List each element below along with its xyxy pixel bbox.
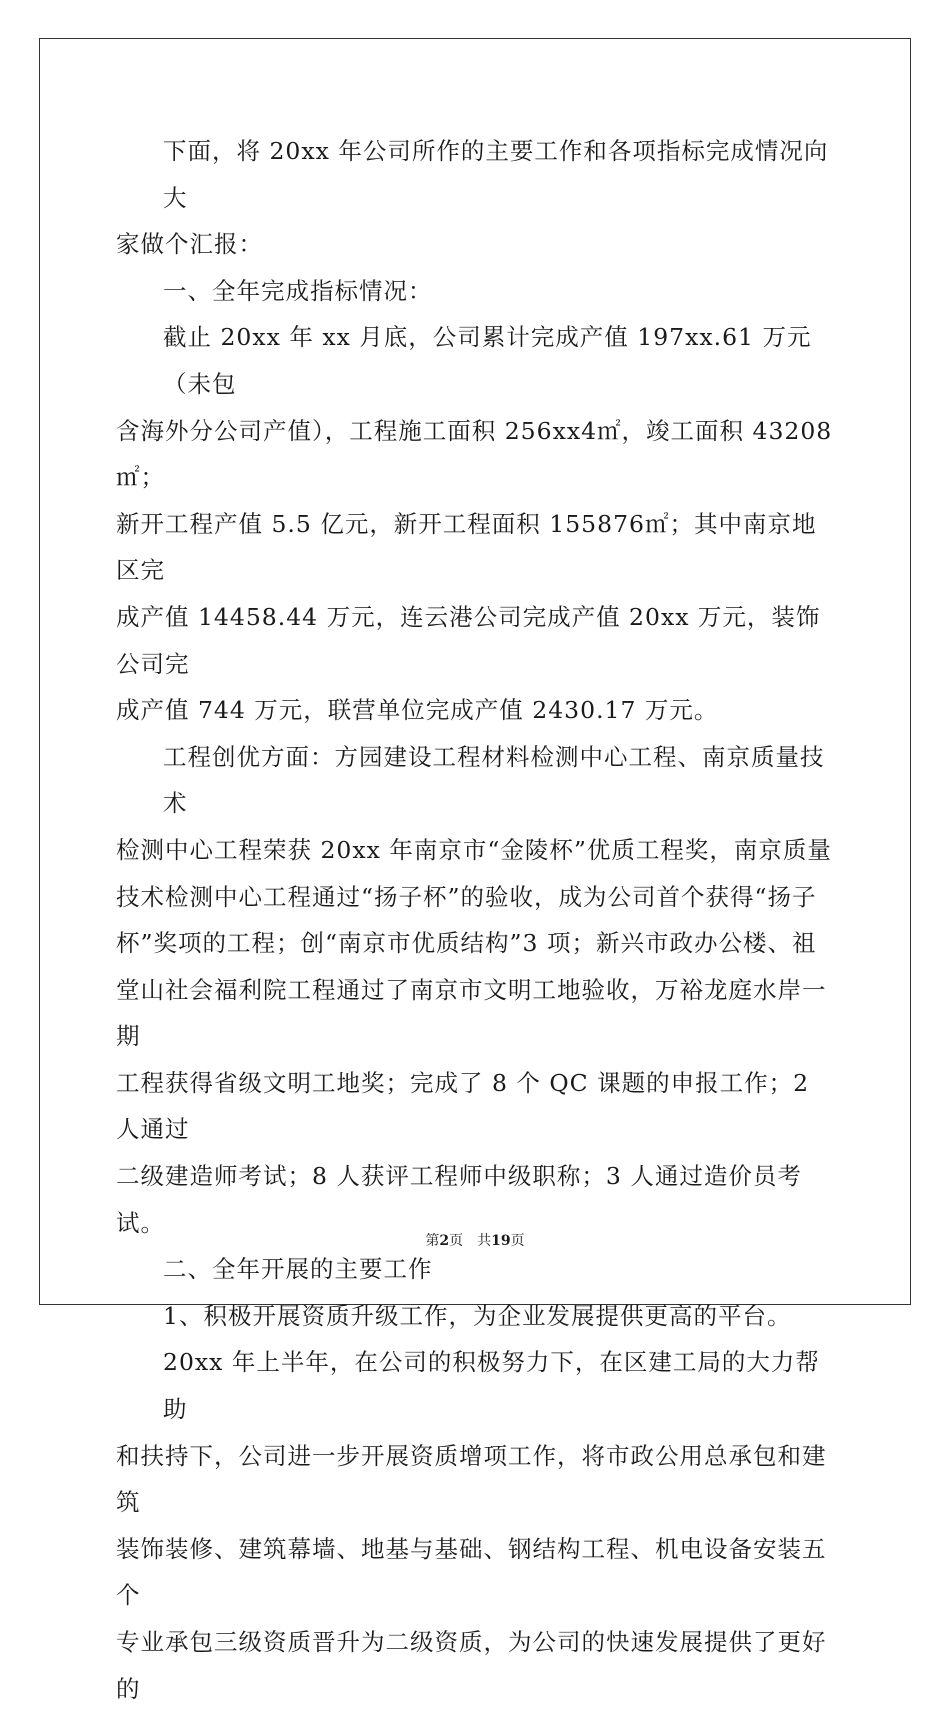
text-line: 堂山社会福利院工程通过了南京市文明工地验收，万裕龙庭水岸一期: [116, 975, 827, 1051]
text-line: 杯”奖项的工程；创“南京市优质结构”3 项；新兴市政办公楼、祖: [116, 929, 817, 958]
page-label-prefix: 第: [425, 1233, 440, 1249]
text-line: 技术检测中心工程通过“扬子杯”的验收，成为公司首个获得“扬子: [116, 882, 817, 911]
text-line: 和扶持下，公司进一步开展资质增项工作，将市政公用总承包和建筑: [116, 1441, 827, 1517]
page-label-mid: 页 共: [449, 1233, 492, 1249]
text-line: 家做个汇报：: [116, 230, 263, 259]
text-line: 工程获得省级文明工地奖；完成了 8 个 QC 课题的申报工作；2 人通过: [116, 1068, 810, 1144]
text-line: 装饰装修、建筑幕墙、地基与基础、钢结构工程、机电设备安装五个: [116, 1534, 827, 1610]
text-line: 20xx 年上半年，在公司的积极努力下，在区建工局的大力帮助: [163, 1348, 820, 1424]
page-number-footer: [0, 1230, 950, 1250]
text-line: 含海外分公司产值），工程施工面积 256xx4㎡，竣工面积 43208㎡；: [116, 416, 833, 492]
text-line: 工程创优方面：方园建设工程材料检测中心工程、南京质量技术: [163, 742, 825, 818]
text-line: 成产值 744 万元，联营单位完成产值 2430.17 万元。: [116, 696, 719, 725]
current-page-number: 2: [439, 1233, 450, 1249]
text-line: 成产值 14458.44 万元，连云港公司完成产值 20xx 万元，装饰公司完: [116, 602, 821, 678]
text-line: 新开工程产值 5.5 亿元，新开工程面积 155876㎡；其中南京地区完: [116, 509, 817, 585]
text-line: 截止 20xx 年 xx 月底，公司累计完成产值 197xx.61 万元（未包: [163, 323, 812, 398]
subsection-heading: 1、积极开展资质升级工作，为企业发展提供更高的平台。: [163, 1301, 792, 1330]
text-line: 检测中心工程荣获 20xx 年南京市“金陵杯”优质工程奖，南京质量: [116, 835, 832, 864]
text-line: 下面，将 20xx 年公司所作的主要工作和各项指标完成情况向大: [163, 137, 829, 212]
text-line: 二级建造师考试；8 人获评工程师中级职称；3 人通过造价员考试。: [116, 1162, 802, 1237]
section-heading: 二、全年开展的主要工作: [163, 1255, 433, 1284]
total-page-count: 19: [491, 1233, 511, 1249]
text-line: 专业承包三级资质晋升为二级资质，为公司的快速发展提供了更好的: [116, 1628, 827, 1703]
document-body: [116, 128, 835, 1712]
section-heading: 一、全年完成指标情况：: [163, 276, 433, 305]
page-label-suffix: 页: [510, 1233, 525, 1249]
